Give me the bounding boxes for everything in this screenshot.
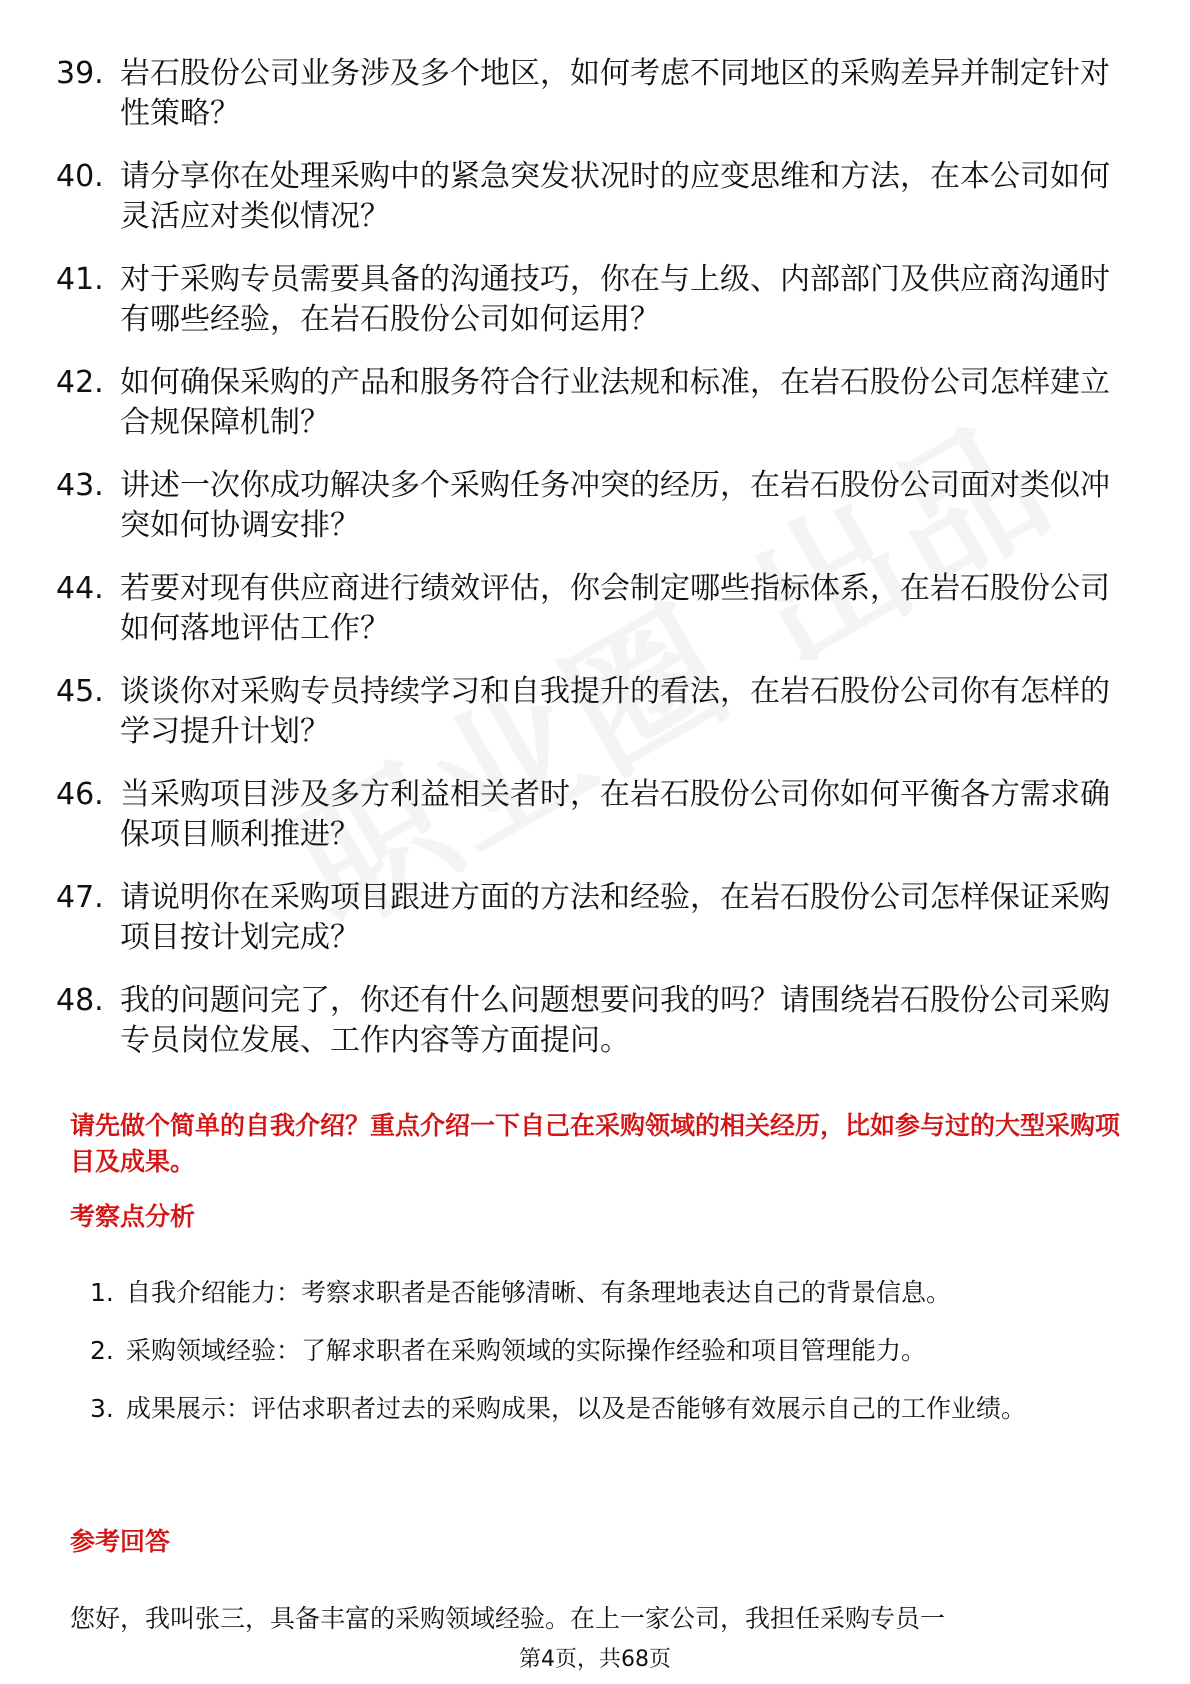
question-number: 39. xyxy=(56,56,104,91)
reference-answer: 您好，我叫张三，具备丰富的采购领域经验。在上一家公司，我担任采购专员一 xyxy=(70,1604,946,1633)
analysis-item xyxy=(90,1381,1120,1437)
question-text: 对于采购专员需要具备的沟通技巧，你在与上级、内部部门及供应商沟通时有哪些经验，在岩石股份公司如何运用？ xyxy=(120,262,1110,337)
analysis-list xyxy=(90,1265,1120,1439)
question-item xyxy=(56,157,1116,237)
question-item xyxy=(56,569,1116,649)
question-number: 45. xyxy=(56,674,104,709)
analysis-text: 自我介绍能力：考察求职者是否能够清晰、有条理地表达自己的背景信息。 xyxy=(126,1278,952,1307)
highlighted-question: 请先做个简单的自我介绍？重点介绍一下自己在采购领域的相关经历，比如参与过的大型采购项目及成果。 xyxy=(70,1111,1121,1176)
question-item xyxy=(56,672,1116,752)
analysis-number: 2. xyxy=(90,1336,114,1365)
analysis-number: 1. xyxy=(90,1278,114,1307)
page-footer: 第4页，共68页 xyxy=(519,1647,671,1672)
question-item xyxy=(56,981,1116,1061)
analysis-heading: 考察点分析 xyxy=(70,1202,196,1231)
question-number: 40. xyxy=(56,159,104,194)
question-number: 48. xyxy=(56,983,104,1018)
question-number: 43. xyxy=(56,468,104,503)
question-item xyxy=(56,466,1116,546)
question-text: 当采购项目涉及多方利益相关者时，在岩石股份公司你如何平衡各方需求确保项目顺利推进？ xyxy=(120,777,1110,852)
question-number: 41. xyxy=(56,262,104,297)
question-number: 47. xyxy=(56,880,104,915)
analysis-text: 成果展示：评估求职者过去的采购成果，以及是否能够有效展示自己的工作业绩。 xyxy=(126,1394,1027,1423)
analysis-item xyxy=(90,1323,1120,1379)
question-item xyxy=(56,363,1116,443)
question-number: 44. xyxy=(56,571,104,606)
question-number: 46. xyxy=(56,777,104,812)
question-text: 谈谈你对采购专员持续学习和自我提升的看法，在岩石股份公司你有怎样的学习提升计划？ xyxy=(120,674,1110,749)
question-text: 请说明你在采购项目跟进方面的方法和经验，在岩石股份公司怎样保证采购项目按计划完成？ xyxy=(120,880,1110,955)
question-number: 42. xyxy=(56,365,104,400)
reference-heading: 参考回答 xyxy=(70,1527,171,1556)
question-item xyxy=(56,260,1116,340)
question-text: 岩石股份公司业务涉及多个地区，如何考虑不同地区的采购差异并制定针对性策略？ xyxy=(120,56,1110,131)
question-item xyxy=(56,54,1116,134)
question-item xyxy=(56,878,1116,958)
question-text: 请分享你在处理采购中的紧急突发状况时的应变思维和方法，在本公司如何灵活应对类似情况？ xyxy=(120,159,1110,234)
question-text: 如何确保采购的产品和服务符合行业法规和标准，在岩石股份公司怎样建立合规保障机制？ xyxy=(120,365,1110,440)
question-text: 若要对现有供应商进行绩效评估，你会制定哪些指标体系，在岩石股份公司如何落地评估工作？ xyxy=(120,571,1110,646)
analysis-number: 3. xyxy=(90,1394,114,1423)
question-text: 讲述一次你成功解决多个采购任务冲突的经历，在岩石股份公司面对类似冲突如何协调安排？ xyxy=(120,468,1110,543)
question-item xyxy=(56,775,1116,855)
analysis-item xyxy=(90,1265,1120,1321)
analysis-text: 采购领域经验：了解求职者在采购领域的实际操作经验和项目管理能力。 xyxy=(126,1336,927,1365)
question-text: 我的问题问完了，你还有什么问题想要问我的吗？请围绕岩石股份公司采购专员岗位发展、工作内容等方面提问。 xyxy=(120,983,1110,1058)
question-list xyxy=(56,54,1116,1084)
